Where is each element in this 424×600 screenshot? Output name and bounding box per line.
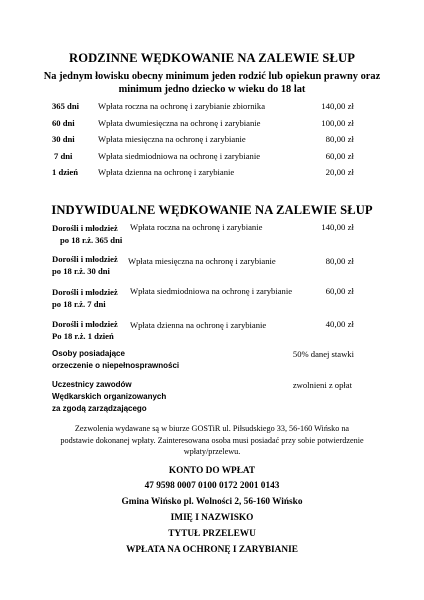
- fee-description: Wpłata miesięczna na ochronę i zarybianie: [128, 256, 276, 266]
- account-heading: KONTO DO WPŁAT: [168, 466, 256, 476]
- fee-description: Wpłata roczna na ochronę i zarybianie zbiornika: [98, 101, 266, 111]
- fee-price: 80,00 zł: [325, 134, 354, 144]
- category-line-1: Dorośli i młodzież: [52, 287, 118, 297]
- transfer-title-instruction: TYTUŁ PRZELEWU: [168, 529, 256, 539]
- fee-price: 140,00 zł: [321, 101, 354, 111]
- fee-description: Wpłata siedmiodniowa na ochronę i zarybianie: [130, 286, 293, 296]
- fee-description: Wpłata miesięczna na ochronę i zarybianie: [98, 134, 246, 144]
- fee-price: 60,00 zł: [325, 151, 354, 161]
- account-number: 47 9598 0007 0100 0172 2001 0143: [144, 481, 280, 491]
- family-price-row: [0, 167, 424, 180]
- competitors-exemption-value: zwolnieni z opłat: [292, 380, 352, 390]
- fee-description: Wpłata roczna na ochronę i zarybianie: [130, 222, 263, 232]
- fee-price: 100,00 zł: [321, 118, 354, 128]
- category-label: [52, 222, 122, 246]
- fee-price: 20,00 zł: [325, 167, 354, 177]
- permit-note: [48, 423, 376, 458]
- family-price-row: [0, 118, 424, 131]
- subtitle-line-1: Na jednym łowisku obecny minimum jeden rodzić lub opiekun prawny oraz: [43, 71, 381, 82]
- note-line-1: Zezwolenia wydawane są w biurze GOSTiR ul. Piłsudskiego 33, 56-160 Wińsko na: [74, 424, 350, 433]
- note-line-2: podstawie dokonanej wpłaty. Zainteresowana osoba musi posiadać przy sobie potwierdzenie: [60, 435, 364, 445]
- competitors-label: [52, 379, 166, 415]
- fee-description: Wpłata siedmiodniowa na ochronę i zarybianie: [98, 151, 261, 161]
- period-label: 60 dni: [52, 118, 75, 128]
- fee-description: Wpłata dzienna na ochronę i zarybianie: [130, 320, 267, 330]
- period-label: 30 dni: [52, 134, 75, 144]
- subtitle-line-2: minimum jedno dziecko w wieku do 18 lat: [118, 84, 306, 95]
- family-fishing-subtitle: [30, 70, 394, 96]
- category-line-2: po 18 r.ż. 30 dni: [52, 266, 110, 276]
- competitors-line-1: Uczestnicy zawodów: [52, 380, 132, 389]
- period-label: 1 dzień: [52, 167, 79, 177]
- competitors-line-3: za zgodą zarządzającego: [52, 404, 147, 413]
- family-price-row: [0, 151, 424, 164]
- category-line-2: Po 18 r.ż. 1 dzień: [52, 331, 114, 341]
- fee-price: 140,00 zł: [321, 222, 354, 232]
- family-price-row: [0, 134, 424, 147]
- period-label: 365 dni: [52, 101, 79, 111]
- fee-price: 60,00 zł: [325, 286, 354, 296]
- fee-price: 40,00 zł: [325, 319, 354, 329]
- category-line-1: Dorośli i młodzież: [52, 254, 118, 264]
- disabled-persons-label: [52, 348, 179, 372]
- name-field-instruction: IMIĘ I NAZWISKO: [170, 513, 254, 523]
- category-label: [52, 286, 122, 310]
- category-label: [52, 253, 122, 277]
- family-price-row: [0, 101, 424, 114]
- category-line-2: po 18 r.ż. 7 dni: [52, 299, 106, 309]
- account-holder-address: Gmina Wińsko pl. Wolności 2, 56-160 Wińsko: [121, 497, 303, 507]
- disabled-discount-value: 50% danej stawki: [292, 349, 354, 359]
- category-line-1: Dorośli i młodzież: [52, 319, 118, 329]
- disabled-line-1: Osoby posiadające: [52, 349, 125, 358]
- category-label: [52, 318, 122, 342]
- fee-description: Wpłata dzienna na ochronę i zarybianie: [98, 167, 235, 177]
- category-line-1: Dorośli i młodzież: [52, 223, 118, 233]
- fee-description: Wpłata dwumiesięczna na ochronę i zarybianie: [98, 118, 261, 128]
- competitors-line-2: Wędkarskich organizowanych: [52, 392, 167, 401]
- fee-price: 80,00 zł: [325, 256, 354, 266]
- individual-fishing-title: INDYWIDUALNE WĘDKOWANIE NA ZALEWIE SŁUP: [51, 203, 373, 217]
- period-label: 7 dni: [54, 151, 73, 161]
- category-line-2: po 18 r.ż. 365 dni: [60, 235, 123, 245]
- family-fishing-title: RODZINNE WĘDKOWANIE NA ZALEWIE SŁUP: [69, 51, 355, 65]
- transfer-title-value: WPŁATA NA OCHRONĘ I ZARYBIANIE: [126, 545, 298, 555]
- note-line-3: wpłaty/przelewu.: [183, 447, 241, 456]
- disabled-line-2: orzeczenie o niepełnosprawności: [52, 361, 180, 370]
